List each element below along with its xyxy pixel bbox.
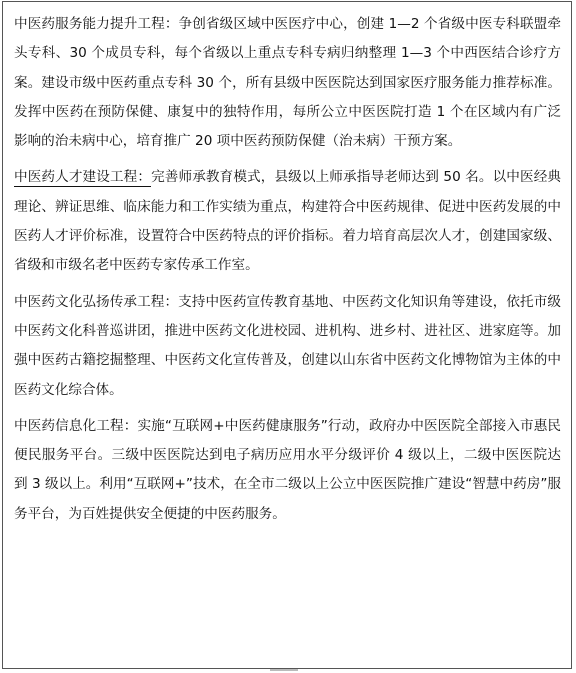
paragraph-service-capacity	[14, 10, 561, 156]
heading-informatization: 中医药信息化工程：	[14, 417, 138, 434]
body-talent-building: 完善师承教育模式，县级以上师承指导老师达到 50 名。以中医经典理论、辨证思维、临床能力和工作实绩为重点，构建符合中医药规律、促进中医药发展的中医药人才评价标准，设置符合中医药特点的评价指标。着力培育高层次人才，创建国家级、省级和市级名老中医药专家传承工作室。	[14, 169, 562, 274]
heading-service-capacity: 中医药服务能力提升工程：	[14, 16, 179, 32]
paragraph-informatization	[14, 412, 561, 529]
paragraph-culture-heritage	[14, 288, 561, 405]
page-bottom-mark	[270, 669, 298, 671]
body-service-capacity: 争创省级区域中医医疗中心，创建 1—2 个省级中医专科联盟牵头专科、30 个成员专科，每个省级以上重点专科专病归纳整理 1—3 个中西医结合诊疗方案。建设市级中医药重点专科 30 个，所有县级中医医院达到国家医疗服务能力推荐标准。发挥中医药在预防保健、康复中的独特作用，每所公立中医医院打造 1 个在区域内有广泛影响的治未病中心，培育推广 20 项中医药预防保健（治未病）干预方案。	[14, 16, 561, 150]
paragraph-talent-building	[14, 163, 561, 280]
body-culture-heritage: 支持中医药宣传教育基地、中医药文化知识角等建设，依托市级中医药文化科普巡讲团，推进中医药文化进校园、进机构、进乡村、进社区、进家庭等。加强中医药古籍挖掘整理、中医药文化宣传普及，创建以山东省中医药文化博物馆为主体的中医药文化综合体。	[14, 293, 561, 398]
body-informatization: 实施“互联网+中医药健康服务”行动，政府办中医医院全部接入市惠民便民服务平台。三级中医医院达到电子病历应用水平分级评价 4 级以上，二级中医医院达到 3 级以上。利用“互联网+”技术，在全市二级以上公立中医医院推广建设“智慧中药房”服务平台，为百姓提供安全便捷的中医药服务。	[14, 417, 561, 522]
heading-talent-building: 中医药人才建设工程：	[14, 169, 152, 186]
document-frame	[2, 1, 572, 669]
heading-culture-heritage: 中医药文化弘扬传承工程：	[14, 293, 179, 310]
